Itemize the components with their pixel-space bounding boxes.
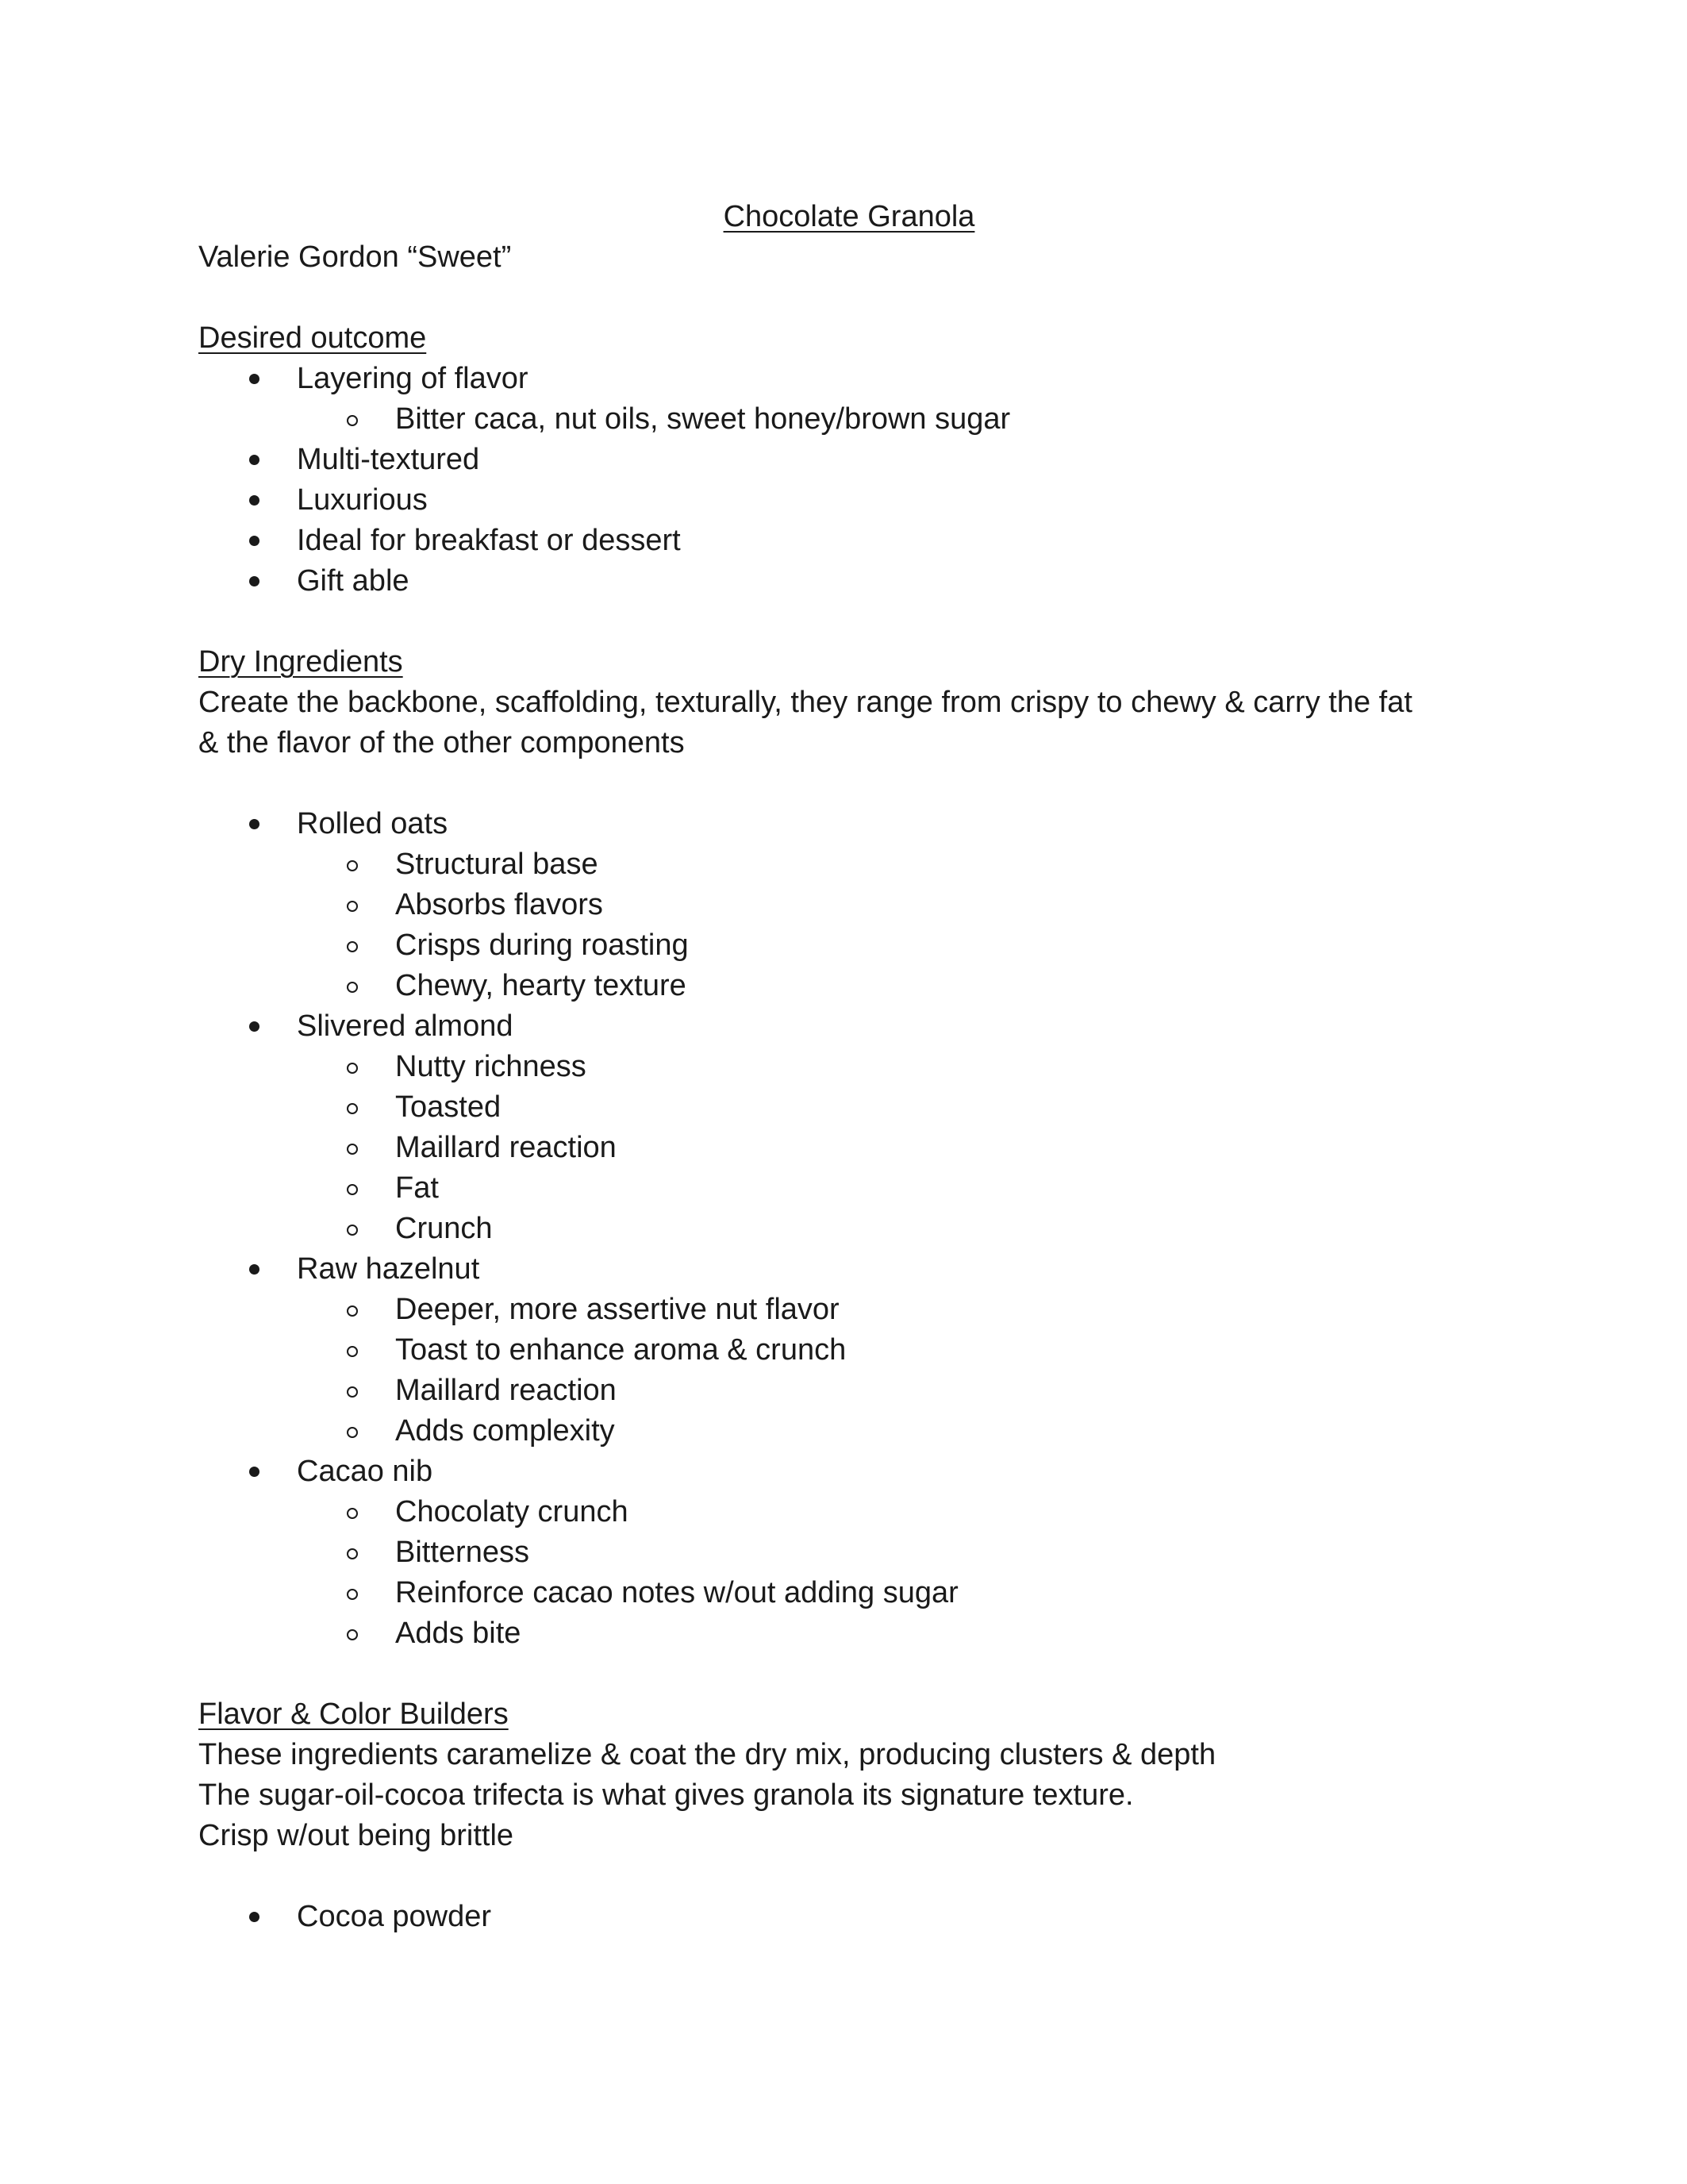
section-desired-outcome — [198, 318, 1500, 359]
sub-list-item — [297, 1128, 1500, 1168]
sub-list-item — [297, 885, 1500, 925]
sub-list-item — [297, 966, 1500, 1006]
spacer — [198, 1654, 1500, 1694]
bullet-circle-icon — [347, 982, 358, 993]
bullet-circle-icon — [347, 1184, 358, 1195]
sub-list — [297, 1492, 1500, 1654]
list-item — [198, 1249, 1500, 1452]
bullet-circle-icon — [347, 1063, 358, 1074]
bullet-circle-icon — [347, 1225, 358, 1236]
sub-list-item-label: Crisps during roasting — [395, 929, 689, 962]
sub-list-item — [297, 1209, 1500, 1249]
bullet-dot-icon — [249, 374, 259, 384]
sub-list-item-label: Adds complexity — [395, 1414, 615, 1448]
sub-list-item — [297, 844, 1500, 885]
bullet-dot-icon — [249, 1467, 259, 1477]
bullet-circle-icon — [347, 1305, 358, 1317]
sub-list-item — [297, 1613, 1500, 1654]
sub-list-item — [297, 1492, 1500, 1532]
section-heading: Desired outcome — [198, 321, 427, 355]
bullet-dot-icon — [249, 536, 259, 546]
sub-list-item-label: Adds bite — [395, 1617, 521, 1650]
bullet-circle-icon — [347, 1386, 358, 1398]
sub-list-item — [297, 1371, 1500, 1411]
list-item-label: Luxurious — [297, 483, 428, 517]
sub-list-item — [297, 925, 1500, 966]
sub-list-item-label: Maillard reaction — [395, 1131, 617, 1164]
bullet-circle-icon — [347, 415, 358, 426]
list-item-row — [297, 440, 1500, 480]
sub-list-item — [297, 1290, 1500, 1330]
flavor-color-builders-list — [198, 1897, 1500, 1937]
spacer — [198, 278, 1500, 318]
paragraph-line: Create the backbone, scaffolding, texturally, they range from crispy to chewy & carry the fat — [198, 686, 1412, 719]
bullet-circle-icon — [347, 1508, 358, 1519]
paragraph-line: Crisp w/out being brittle — [198, 1819, 514, 1852]
sub-list-item — [297, 1573, 1500, 1613]
list-item — [198, 480, 1500, 521]
sub-list-item — [297, 1411, 1500, 1452]
author-line: Valerie Gordon “Sweet” — [198, 240, 512, 274]
list-item-row — [297, 1452, 1500, 1492]
sub-list-item-label: Toast to enhance aroma & crunch — [395, 1333, 847, 1367]
list-item — [198, 804, 1500, 1006]
desired-outcome-list — [198, 359, 1500, 602]
list-item-row — [297, 804, 1500, 844]
list-item-label: Raw hazelnut — [297, 1252, 480, 1286]
section-dry-ingredients — [198, 642, 1500, 682]
list-item-row — [297, 1249, 1500, 1290]
list-item-label: Cocoa powder — [297, 1900, 492, 1933]
section-heading: Dry Ingredients — [198, 645, 403, 679]
sub-list-item-label: Bitter caca, nut oils, sweet honey/brown sugar — [395, 402, 1011, 436]
list-item — [198, 1452, 1500, 1654]
bullet-circle-icon — [347, 941, 358, 952]
sub-list-item-label: Structural base — [395, 848, 598, 881]
list-item-row — [297, 480, 1500, 521]
sub-list — [297, 1290, 1500, 1452]
sub-list-item-label: Reinforce cacao notes w/out adding sugar — [395, 1576, 959, 1609]
paragraph-line: These ingredients caramelize & coat the dry mix, producing clusters & depth — [198, 1738, 1216, 1771]
list-item-label: Gift able — [297, 564, 409, 598]
section-flavor-color-builders — [198, 1694, 1500, 1735]
bullet-circle-icon — [347, 1346, 358, 1357]
sub-list-item — [297, 1047, 1500, 1087]
list-item — [198, 1006, 1500, 1249]
bullet-dot-icon — [249, 1912, 259, 1922]
paragraph-line: & the flavor of the other components — [198, 726, 685, 759]
sub-list-item-label: Nutty richness — [395, 1050, 586, 1083]
document-title: Chocolate Granola — [723, 200, 975, 233]
list-item — [198, 440, 1500, 480]
spacer — [198, 602, 1500, 642]
sub-list — [297, 844, 1500, 1006]
list-item — [198, 1897, 1500, 1937]
document-content — [198, 197, 1500, 1937]
sub-list-item-label: Maillard reaction — [395, 1374, 617, 1407]
list-item — [198, 359, 1500, 440]
list-item-label: Slivered almond — [297, 1009, 513, 1043]
bullet-dot-icon — [249, 1264, 259, 1275]
bullet-dot-icon — [249, 1021, 259, 1032]
list-item — [198, 561, 1500, 602]
section-heading: Flavor & Color Builders — [198, 1698, 509, 1731]
list-item-row — [297, 1897, 1500, 1937]
dry-ingredients-list — [198, 804, 1500, 1654]
list-item-label: Cacao nib — [297, 1455, 433, 1488]
spacer — [198, 763, 1500, 804]
list-item-label: Layering of flavor — [297, 362, 528, 395]
list-item-row — [297, 1006, 1500, 1047]
bullet-dot-icon — [249, 819, 259, 829]
sub-list-item-label: Chewy, hearty texture — [395, 969, 686, 1002]
sub-list-item — [297, 1330, 1500, 1371]
bullet-circle-icon — [347, 1548, 358, 1559]
bullet-circle-icon — [347, 1103, 358, 1114]
bullet-dot-icon — [249, 576, 259, 586]
bullet-circle-icon — [347, 901, 358, 912]
bullet-circle-icon — [347, 1144, 358, 1155]
sub-list — [297, 399, 1500, 440]
sub-list-item — [297, 399, 1500, 440]
bullet-dot-icon — [249, 495, 259, 506]
list-item-row — [297, 561, 1500, 602]
list-item-label: Multi-textured — [297, 443, 480, 476]
sub-list-item-label: Deeper, more assertive nut flavor — [395, 1293, 840, 1326]
sub-list-item — [297, 1532, 1500, 1573]
bullet-circle-icon — [347, 860, 358, 871]
sub-list-item-label: Toasted — [395, 1090, 501, 1124]
sub-list-item — [297, 1168, 1500, 1209]
sub-list-item-label: Crunch — [395, 1212, 493, 1245]
list-item-row — [297, 521, 1500, 561]
bullet-circle-icon — [347, 1427, 358, 1438]
sub-list — [297, 1047, 1500, 1249]
list-item-label: Ideal for breakfast or dessert — [297, 524, 681, 557]
sub-list-item-label: Bitterness — [395, 1536, 529, 1569]
sub-list-item-label: Chocolaty crunch — [395, 1495, 628, 1528]
spacer — [198, 1856, 1500, 1897]
bullet-circle-icon — [347, 1629, 358, 1640]
list-item-label: Rolled oats — [297, 807, 448, 840]
list-item-row — [297, 359, 1500, 399]
bullet-dot-icon — [249, 455, 259, 465]
list-item — [198, 521, 1500, 561]
sub-list-item-label: Fat — [395, 1171, 439, 1205]
bullet-circle-icon — [347, 1589, 358, 1600]
paragraph-line: The sugar-oil-cocoa trifecta is what gives granola its signature texture. — [198, 1778, 1134, 1812]
sub-list-item-label: Absorbs flavors — [395, 888, 603, 921]
sub-list-item — [297, 1087, 1500, 1128]
